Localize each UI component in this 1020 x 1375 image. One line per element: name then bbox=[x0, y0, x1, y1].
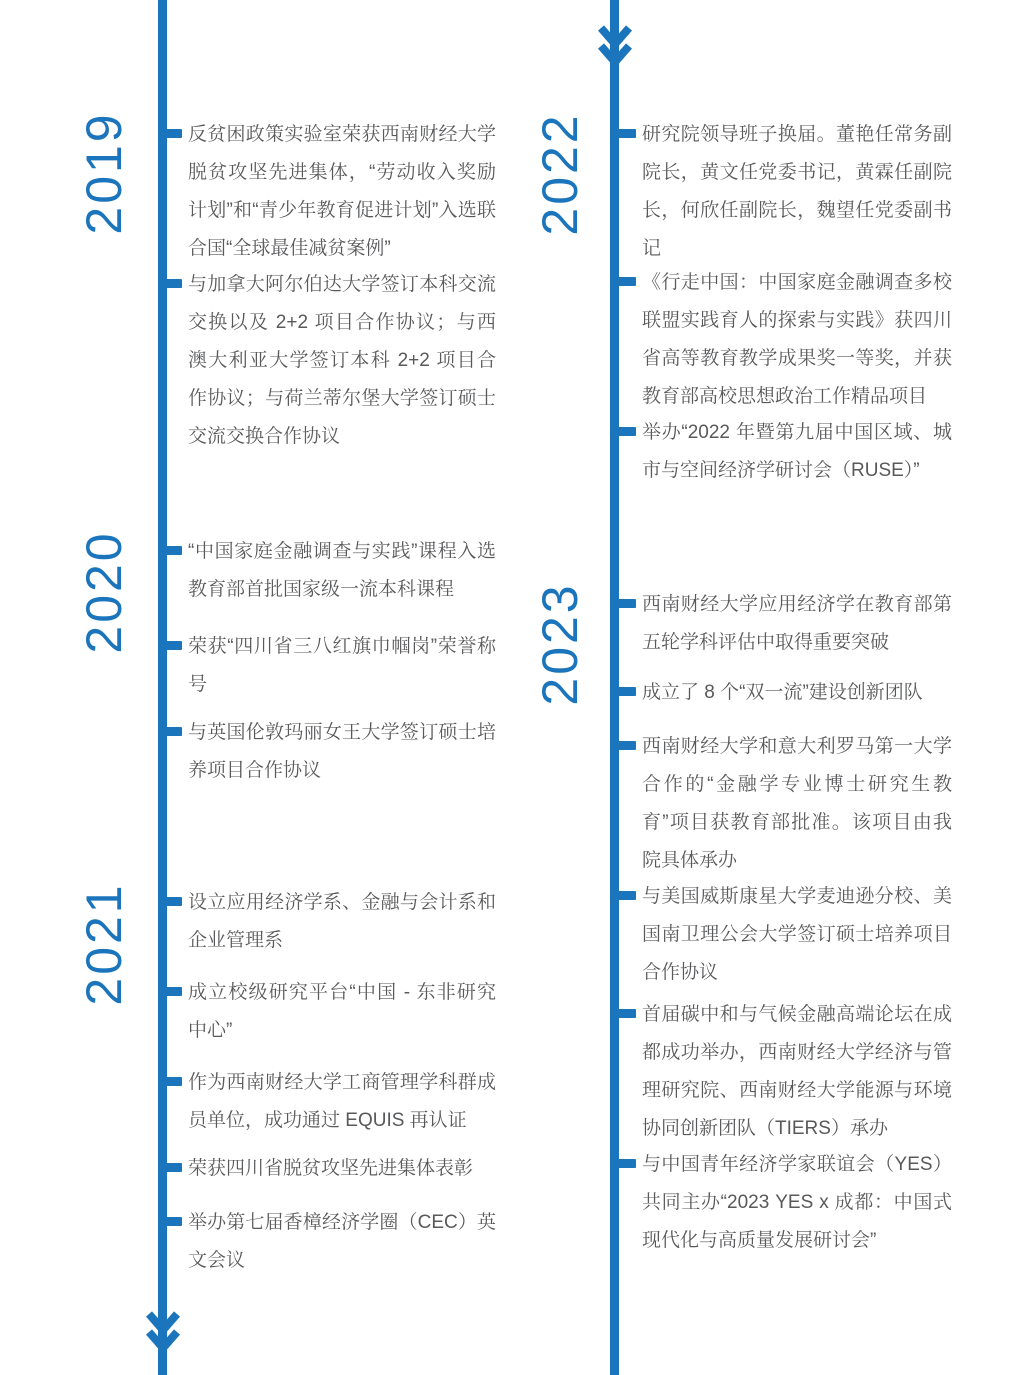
timeline-tick-icon bbox=[160, 129, 182, 138]
timeline-event-2022-1 bbox=[642, 116, 952, 268]
timeline-tick-icon bbox=[160, 279, 182, 288]
timeline-tick-icon bbox=[614, 1159, 636, 1168]
timeline-event-2023-2 bbox=[642, 674, 952, 712]
year-label-2021: 2021 bbox=[76, 882, 132, 1006]
timeline-tick-icon bbox=[160, 727, 182, 736]
event-text: 与中国青年经济学家联谊会（YES）共同主办“2023 YES x 成都：中国式现代化与高质量发展研讨会” bbox=[642, 1154, 952, 1251]
timeline-tick-icon bbox=[614, 891, 636, 900]
event-text: 举办“2022 年暨第九届中国区域、城市与空间经济学研讨会（RUSE）” bbox=[642, 422, 952, 481]
event-text: 作为西南财经大学工商管理学科群成员单位，成功通过 EQUIS 再认证 bbox=[188, 1072, 496, 1131]
event-text: 西南财经大学和意大利罗马第一大学合作的“金融学专业博士研究生教育”项目获教育部批准。该项目由我院具体承办 bbox=[642, 736, 952, 871]
event-text: 与美国威斯康星大学麦迪逊分校、美国南卫理公会大学签订硕士培养项目合作协议 bbox=[642, 886, 952, 983]
year-label-2022: 2022 bbox=[532, 112, 588, 236]
timeline-event-2020-2 bbox=[188, 628, 496, 704]
timeline-tick-icon bbox=[614, 687, 636, 696]
event-text: 荣获“四川省三八红旗巾帼岗”荣誉称号 bbox=[188, 636, 496, 695]
timeline-event-2023-4 bbox=[642, 878, 952, 992]
year-label-2023: 2023 bbox=[532, 582, 588, 706]
timeline-event-2023-5 bbox=[642, 996, 952, 1148]
event-text: 举办第七届香樟经济学圈（CEC）英文会议 bbox=[188, 1212, 496, 1271]
timeline-event-2021-4 bbox=[188, 1150, 496, 1188]
timeline-tick-icon bbox=[614, 427, 636, 436]
event-text: 与英国伦敦玛丽女王大学签订硕士培养项目合作协议 bbox=[188, 722, 496, 781]
timeline-event-2022-2 bbox=[642, 264, 952, 416]
timeline-tick-icon bbox=[614, 129, 636, 138]
timeline-tick-icon bbox=[160, 1163, 182, 1172]
timeline-tick-icon bbox=[614, 741, 636, 750]
timeline-event-2020-1 bbox=[188, 533, 496, 609]
timeline-event-2022-3 bbox=[642, 414, 952, 490]
year-label-2020: 2020 bbox=[76, 530, 132, 654]
event-text: 首届碳中和与气候金融高端论坛在成都成功举办，西南财经大学经济与管理研究院、西南财经大学能源与环境协同创新团队（TIERS）承办 bbox=[642, 1004, 952, 1139]
timeline-event-2021-1 bbox=[188, 884, 496, 960]
timeline-event-2023-3 bbox=[642, 728, 952, 880]
timeline-event-2023-1 bbox=[642, 586, 952, 662]
timeline-tick-icon bbox=[160, 641, 182, 650]
event-text: 与加拿大阿尔伯达大学签订本科交流交换以及 2+2 项目合作协议；与西澳大利亚大学签订本科 2+2 项目合作协议；与荷兰蒂尔堡大学签订硕士交流交换合作协议 bbox=[188, 274, 496, 447]
event-text: 成立校级研究平台“中国 - 东非研究中心” bbox=[188, 982, 496, 1041]
timeline-tick-icon bbox=[160, 1077, 182, 1086]
event-text: 反贫困政策实验室荣获西南财经大学脱贫攻坚先进集体，“劳动收入奖励计划”和“青少年教育促进计划”入选联合国“全球最佳减贫案例” bbox=[188, 124, 496, 259]
timeline-event-2021-5 bbox=[188, 1204, 496, 1280]
event-text: 研究院领导班子换届。董艳任常务副院长，黄文任党委书记，黄霖任副院长，何欣任副院长，魏望任党委副书记 bbox=[642, 124, 952, 259]
event-text: 设立应用经济学系、金融与会计系和企业管理系 bbox=[188, 892, 496, 951]
event-text: 西南财经大学应用经济学在教育部第五轮学科评估中取得重要突破 bbox=[642, 594, 952, 653]
timeline-tick-icon bbox=[160, 897, 182, 906]
event-text: 《行走中国：中国家庭金融调查多校联盟实践育人的探索与实践》获四川省高等教育教学成果奖一等奖，并获教育部高校思想政治工作精品项目 bbox=[642, 272, 952, 407]
timeline-tick-icon bbox=[160, 987, 182, 996]
timeline-tick-icon bbox=[160, 1217, 182, 1226]
timeline-event-2019-2 bbox=[188, 266, 496, 456]
event-text: “中国家庭金融调查与实践”课程入选教育部首批国家级一流本科课程 bbox=[188, 541, 496, 600]
down-arrow-icon-right bbox=[597, 24, 633, 70]
timeline-tick-icon bbox=[160, 546, 182, 555]
event-text: 荣获四川省脱贫攻坚先进集体表彰 bbox=[188, 1158, 474, 1179]
timeline-event-2021-3 bbox=[188, 1064, 496, 1140]
down-arrow-icon-left bbox=[145, 1310, 181, 1356]
year-label-2019: 2019 bbox=[76, 111, 132, 235]
timeline-tick-icon bbox=[614, 1009, 636, 1018]
timeline-event-2020-3 bbox=[188, 714, 496, 790]
timeline-event-2021-2 bbox=[188, 974, 496, 1050]
timeline-event-2019-1 bbox=[188, 116, 496, 268]
timeline-tick-icon bbox=[614, 599, 636, 608]
timeline-tick-icon bbox=[614, 277, 636, 286]
timeline-event-2023-6 bbox=[642, 1146, 952, 1260]
event-text: 成立了 8 个“双一流”建设创新团队 bbox=[642, 682, 923, 703]
